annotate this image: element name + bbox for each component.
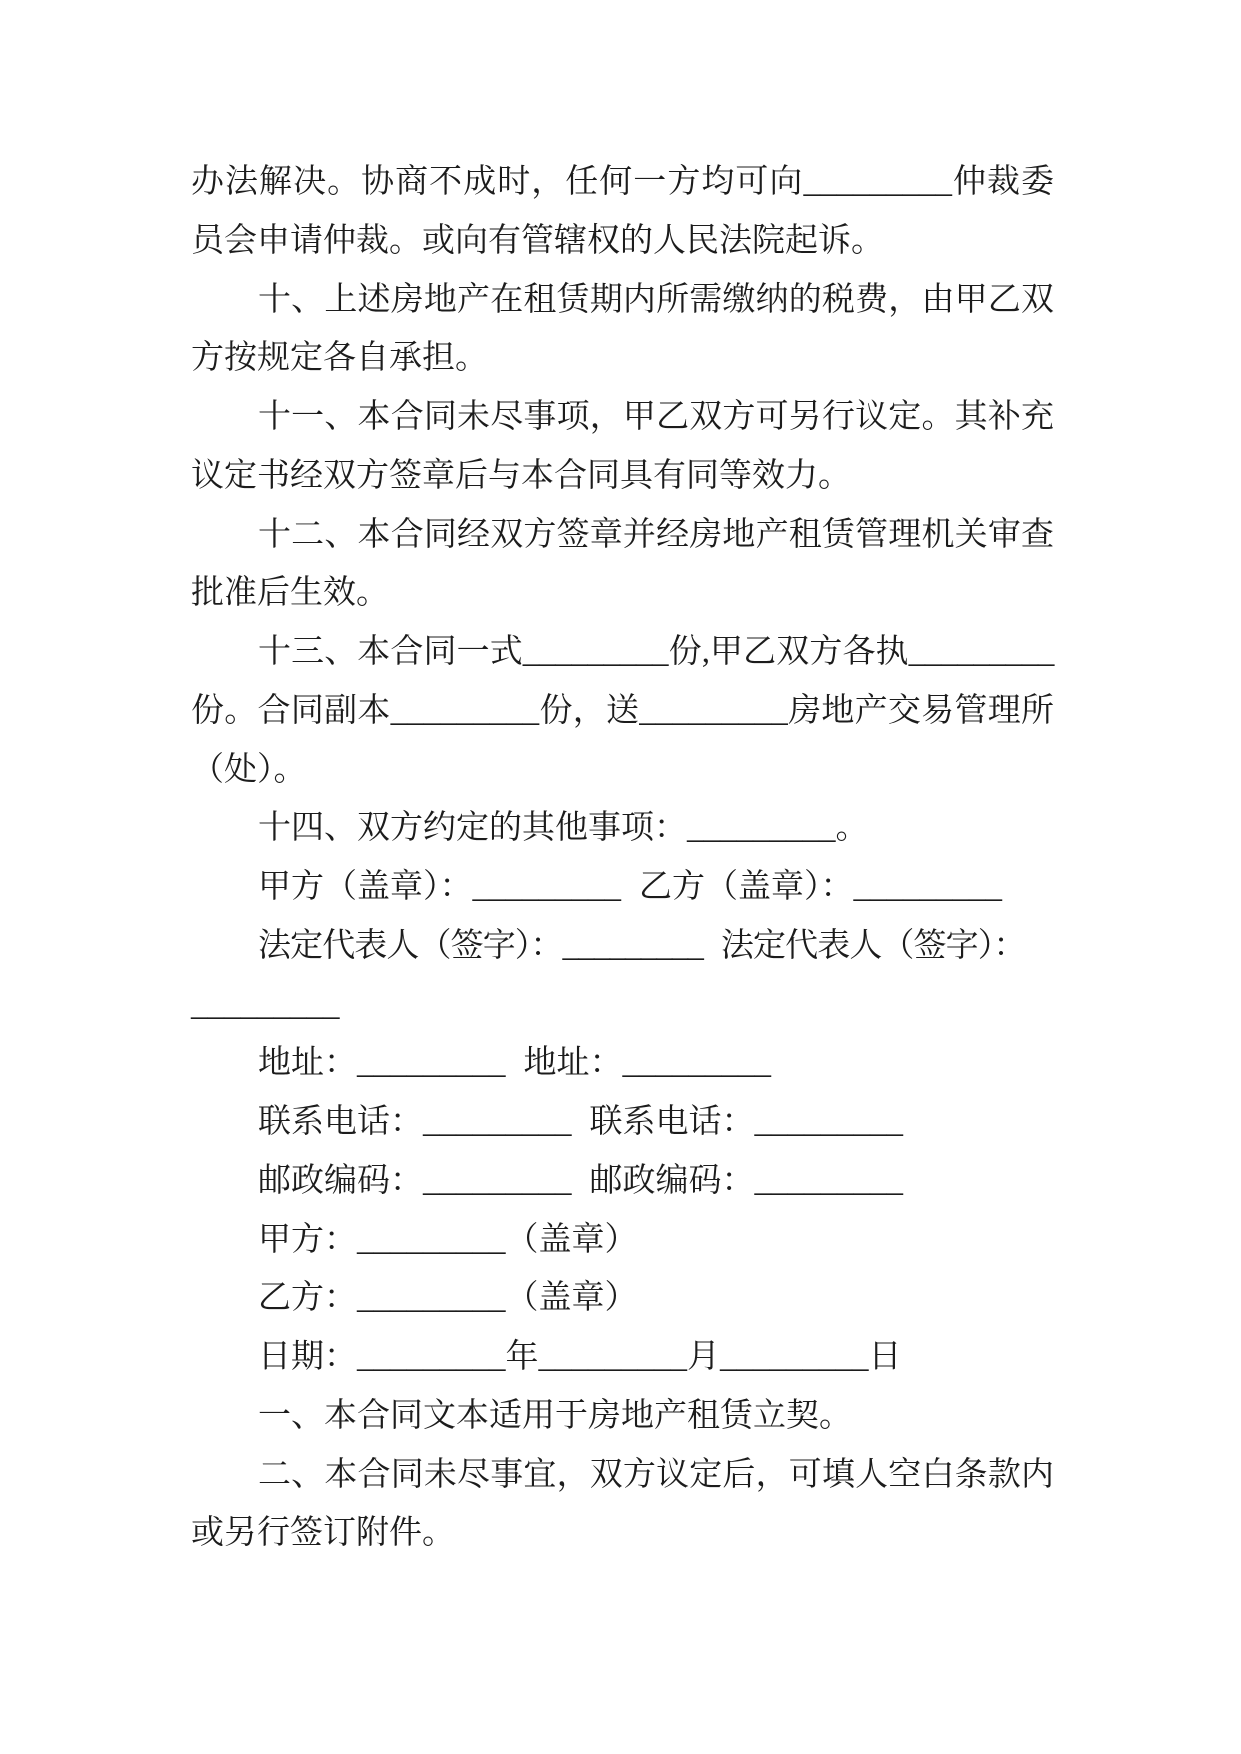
clause-text: 房地产交易管理所: [787, 692, 1055, 729]
dispute-resolution-paragraph: [191, 153, 1054, 271]
year-label: 年: [505, 1339, 539, 1375]
party-b-label: 乙方：: [258, 1280, 357, 1317]
seal-note: （盖章）: [505, 1280, 638, 1317]
party-a-seal-label: 甲方（盖章）：: [258, 869, 473, 905]
text-line: [191, 212, 1054, 271]
clause-text: 十一、本合同未尽事项，甲乙双方可另行议定。其补充: [258, 399, 1054, 435]
clause-text: （处）。: [191, 751, 307, 788]
text-line: [191, 153, 1054, 212]
text-line: [191, 799, 1054, 858]
fill-in-blank: _________: [853, 869, 1002, 905]
fill-in-blank: _________: [357, 1045, 506, 1082]
clause-text: 份,甲乙双方各执: [668, 634, 909, 670]
postcode-row: [191, 1152, 1054, 1211]
address-label: 地址：: [523, 1045, 623, 1082]
postcode-label: 邮政编码：: [258, 1162, 423, 1199]
fill-in-blank: _________: [423, 1104, 572, 1140]
party-seal-row: [191, 858, 1054, 917]
seal-note: （盖章）: [505, 1221, 638, 1258]
fill-in-blank: _________: [622, 1045, 771, 1082]
fill-in-blank: _________: [390, 692, 540, 729]
phone-row: [191, 1093, 1054, 1152]
date-line: [191, 1328, 1054, 1387]
usage-note-1: [191, 1387, 1054, 1446]
fill-in-blank: _________: [472, 869, 621, 905]
phone-label: 联系电话：: [258, 1104, 423, 1140]
party-a-label: 甲方：: [258, 1221, 357, 1258]
clause-text: 十、上述房地产在租赁期内所需缴纳的税费，由甲乙双: [258, 281, 1054, 318]
address-row: [191, 1034, 1054, 1093]
clause-10-taxes: [191, 271, 1054, 389]
party-a-seal-line: [191, 1211, 1054, 1270]
clause-text: 十三、本合同一式: [258, 634, 523, 670]
clause-text: 份，送: [539, 692, 640, 729]
day-blank: _________: [720, 1339, 869, 1375]
party-b-legal-rep-label: 法定代表人（签字）：: [720, 927, 1026, 964]
clause-text: 员会申请仲裁。或向有管辖权的人民法院起诉。: [191, 222, 884, 259]
fill-in-blank: _________: [357, 1280, 506, 1317]
party-b-seal-label: 乙方（盖章）：: [639, 869, 854, 905]
party-a-legal-rep-label: 法定代表人（签字）：: [258, 927, 563, 964]
month-label: 月: [687, 1339, 720, 1375]
legal-rep-signature-continued: [191, 976, 1054, 1035]
text-line: [191, 388, 1054, 447]
text-line: [191, 329, 1054, 388]
date-label: 日期：: [258, 1339, 357, 1375]
text-line: [191, 1387, 1054, 1446]
fill-in-blank: _________: [357, 1221, 506, 1258]
year-blank: _________: [357, 1339, 506, 1375]
clause-text: 议定书经双方签章后与本合同具有同等效力。: [191, 457, 851, 494]
clause-text: 十二、本合同经双方签章并经房地产租赁管理机关审查: [258, 516, 1054, 553]
legal-rep-signature-row: [191, 917, 1054, 976]
clause-text: 仲裁委: [951, 164, 1055, 200]
usage-note-2: [191, 1446, 1054, 1564]
phone-label: 联系电话：: [589, 1104, 755, 1140]
text-line: [191, 1446, 1054, 1505]
address-label: 地址：: [258, 1045, 357, 1082]
month-blank: _________: [538, 1339, 687, 1375]
day-label: 日: [868, 1339, 902, 1375]
fill-in-blank: _________: [562, 927, 703, 964]
text-line: [191, 682, 1054, 741]
text-line: [191, 623, 1054, 682]
fill-in-blank: _________: [522, 634, 669, 670]
clause-text: 十四、双方约定的其他事项：: [258, 810, 687, 847]
fill-in-blank: _________: [908, 634, 1055, 670]
note-text: 一、本合同文本适用于房地产租赁立契。: [258, 1397, 852, 1434]
fill-in-blank: _________: [639, 692, 788, 729]
text-line: [191, 506, 1054, 565]
clause-text: 办法解决。协商不成时，任何一方均可向: [191, 164, 804, 200]
party-b-seal-line: [191, 1269, 1054, 1328]
clause-12-effectiveness: [191, 506, 1054, 624]
clause-14-other-matters: [191, 799, 1054, 858]
signature-block: [191, 858, 1054, 1387]
clause-text: 份。合同副本: [191, 692, 391, 729]
fill-in-blank: _________: [754, 1162, 903, 1199]
text-line: [191, 271, 1054, 330]
fill-in-blank: _________: [191, 986, 340, 1023]
postcode-label: 邮政编码：: [589, 1162, 755, 1199]
clause-text: 方按规定各自承担。: [191, 340, 488, 377]
clause-13-copies: [191, 623, 1054, 799]
document-body: [191, 153, 1054, 1563]
fill-in-blank: _________: [803, 164, 952, 200]
fill-in-blank: _________: [687, 810, 836, 847]
note-text: 或另行签订附件。: [191, 1515, 455, 1552]
text-line: [191, 741, 1054, 800]
fill-in-blank: _________: [754, 1104, 903, 1140]
clause-text: 批准后生效。: [191, 575, 389, 612]
text-line: [191, 564, 1054, 623]
clause-11-supplementary-agreement: [191, 388, 1054, 506]
text-line: [191, 1504, 1054, 1563]
clause-text: 。: [835, 810, 869, 847]
text-line: [191, 447, 1054, 506]
note-text: 二、本合同未尽事宜，双方议定后，可填人空白条款内: [258, 1456, 1054, 1493]
fill-in-blank: _________: [423, 1162, 572, 1199]
